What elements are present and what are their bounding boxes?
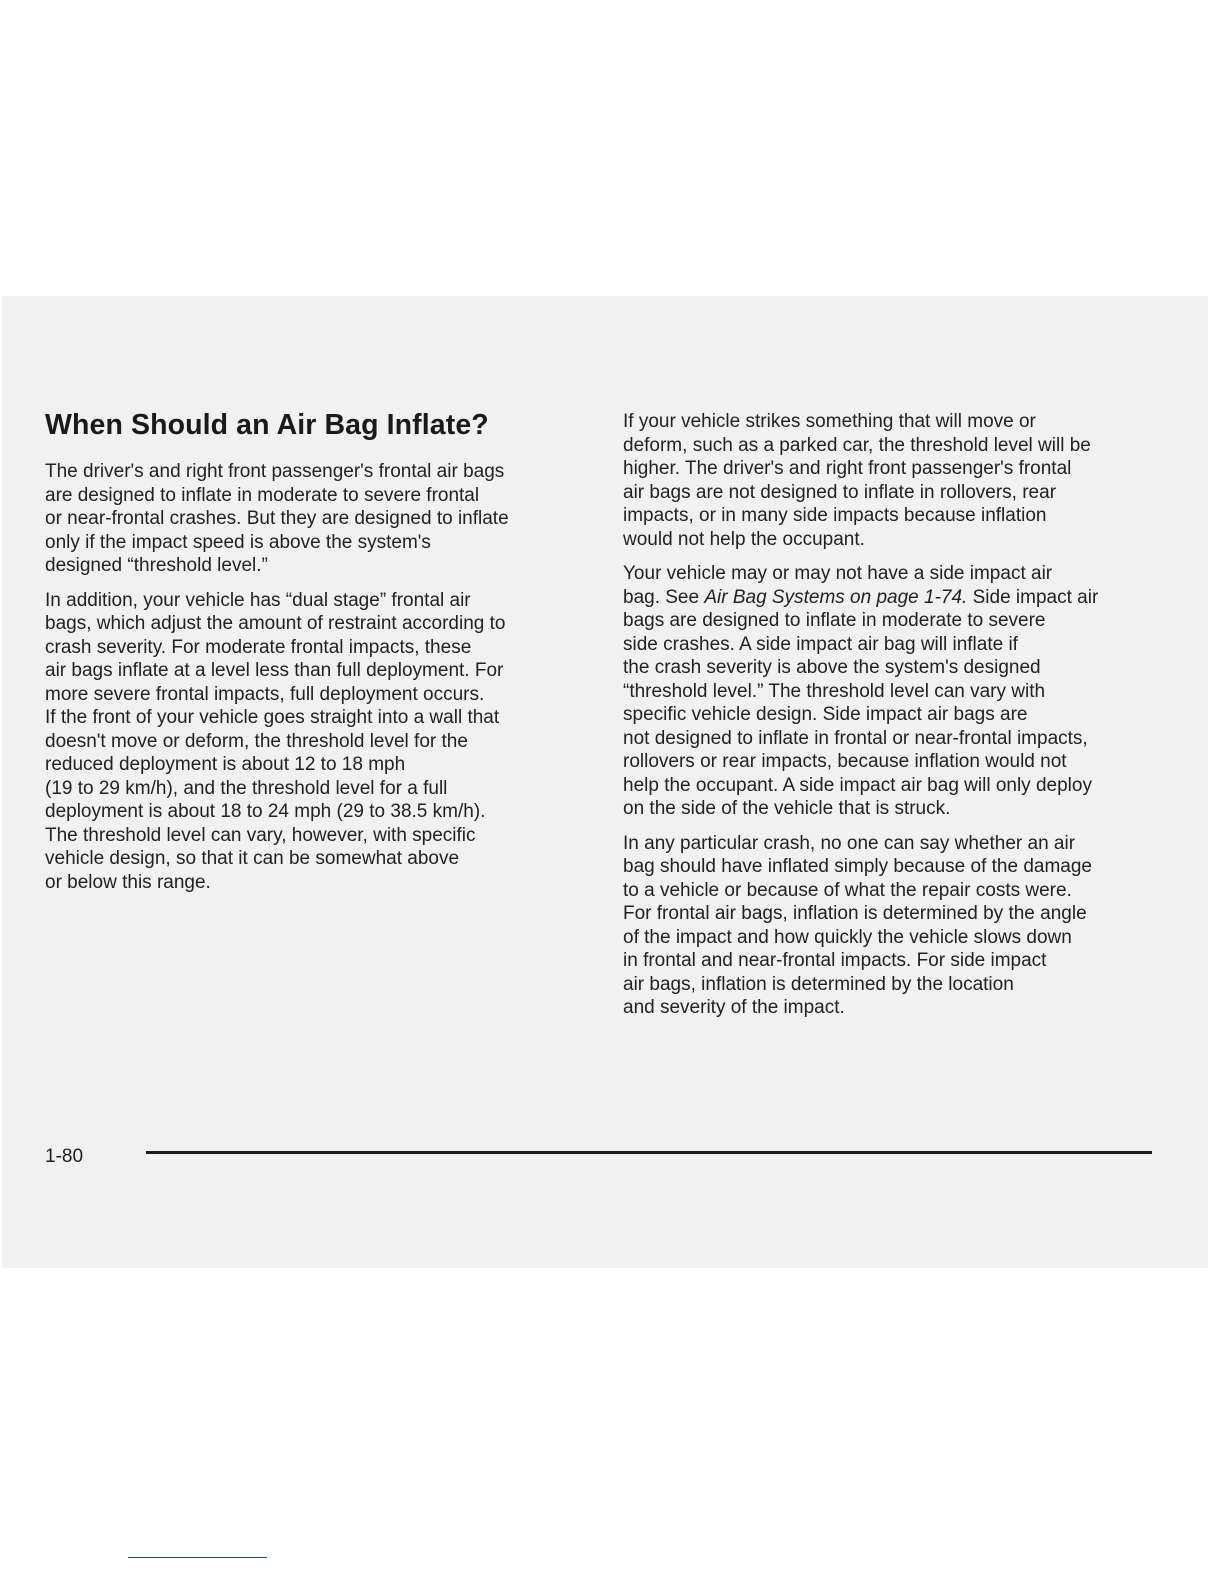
paragraph-side-impact: [623, 562, 1168, 821]
text-line: rollovers or rear impacts, because inflation would not: [623, 751, 1067, 772]
paragraph-inflation-basics: [45, 460, 605, 578]
text-line: reduced deployment is about 12 to 18 mph: [45, 754, 406, 775]
section-heading: When Should an Air Bag Inflate?: [45, 409, 489, 441]
text-line: are designed to inflate in moderate to severe frontal: [45, 484, 480, 506]
text-line: crash severity. For moderate frontal impacts, these: [45, 636, 472, 658]
text-line: only if the impact speed is above the system's: [45, 531, 431, 553]
text-line: help the occupant. A side impact air bag will only deploy: [623, 774, 1092, 796]
right-column: [623, 410, 1168, 1031]
text-line: side crashes. A side impact air bag will inflate if: [623, 633, 1018, 655]
text-line: bag should have inflated simply because of the damage: [623, 856, 1092, 877]
text-line: The driver's and right front passenger's frontal air bags: [45, 461, 505, 482]
navigation-link-underline[interactable]: [128, 1557, 267, 1558]
text-line: deployment is about 18 to 24 mph (29 to 38.5 km/h).: [45, 801, 486, 822]
text-line: If your vehicle strikes something that will move or: [623, 411, 1036, 432]
page-number: 1-80: [45, 1146, 84, 1167]
text-line: on the side of the vehicle that is struck.: [623, 798, 951, 819]
text-line: or near-frontal crashes. But they are designed to inflate: [45, 508, 509, 529]
text-line: designed “threshold level.”: [45, 555, 268, 576]
text-line: doesn't move or deform, the threshold level for the: [45, 730, 468, 752]
text-line: would not help the occupant.: [623, 528, 865, 550]
text-line: bags are designed to inflate in moderate to severe: [623, 610, 1046, 631]
text-line: If the front of your vehicle goes straight into a wall that: [45, 707, 500, 728]
cross-reference-link[interactable]: Air Bag Systems on page 1-74.: [704, 586, 968, 608]
text-line: not designed to inflate in frontal or near-frontal impacts,: [623, 727, 1088, 749]
text-fragment: Side impact air: [967, 586, 1099, 608]
paragraph-threshold-higher: [623, 410, 1168, 551]
heading-spacer: [45, 412, 605, 460]
text-line: air bags inflate at a level less than full deployment. For: [45, 660, 504, 681]
footer-rule: [146, 1151, 1152, 1154]
paragraph-crash-damage: [623, 832, 1168, 1020]
text-line: The threshold level can vary, however, with specific: [45, 824, 476, 846]
text-line: in frontal and near-frontal impacts. For side impact: [623, 950, 1047, 971]
text-line: “threshold level.” The threshold level can vary with: [623, 680, 1046, 702]
text-line: vehicle design, so that it can be somewhat above: [45, 848, 460, 869]
text-line: For frontal air bags, inflation is determined by the angle: [623, 903, 1087, 924]
text-line: or below this range.: [45, 871, 211, 893]
text-line: and severity of the impact.: [623, 997, 845, 1018]
left-column: [45, 412, 605, 905]
paragraph-dual-stage: [45, 589, 605, 895]
text-line: In any particular crash, no one can say whether an air: [623, 832, 1076, 854]
text-line: (19 to 29 km/h), and the threshold level for a full: [45, 777, 448, 799]
text-line: Your vehicle may or may not have a side impact air: [623, 563, 1053, 584]
text-line: impacts, or in many side impacts because inflation: [623, 505, 1047, 526]
text-line: specific vehicle design. Side impact air bags are: [623, 704, 1028, 725]
text-line: deform, such as a parked car, the threshold level will be: [623, 434, 1091, 456]
text-line-with-xref: [623, 586, 1168, 610]
text-line: air bags, inflation is determined by the location: [623, 973, 1014, 995]
text-line: more severe frontal impacts, full deployment occurs.: [45, 683, 485, 705]
text-line: air bags are not designed to inflate in rollovers, rear: [623, 481, 1057, 503]
text-fragment: bag. See: [623, 586, 705, 608]
text-line: to a vehicle or because of what the repair costs were.: [623, 879, 1072, 901]
text-line: the crash severity is above the system's designed: [623, 657, 1041, 678]
text-line: bags, which adjust the amount of restraint according to: [45, 613, 506, 634]
text-line: of the impact and how quickly the vehicle slows down: [623, 926, 1072, 948]
text-line: higher. The driver's and right front passenger's frontal: [623, 458, 1072, 479]
text-line: In addition, your vehicle has “dual stage” frontal air: [45, 589, 471, 611]
